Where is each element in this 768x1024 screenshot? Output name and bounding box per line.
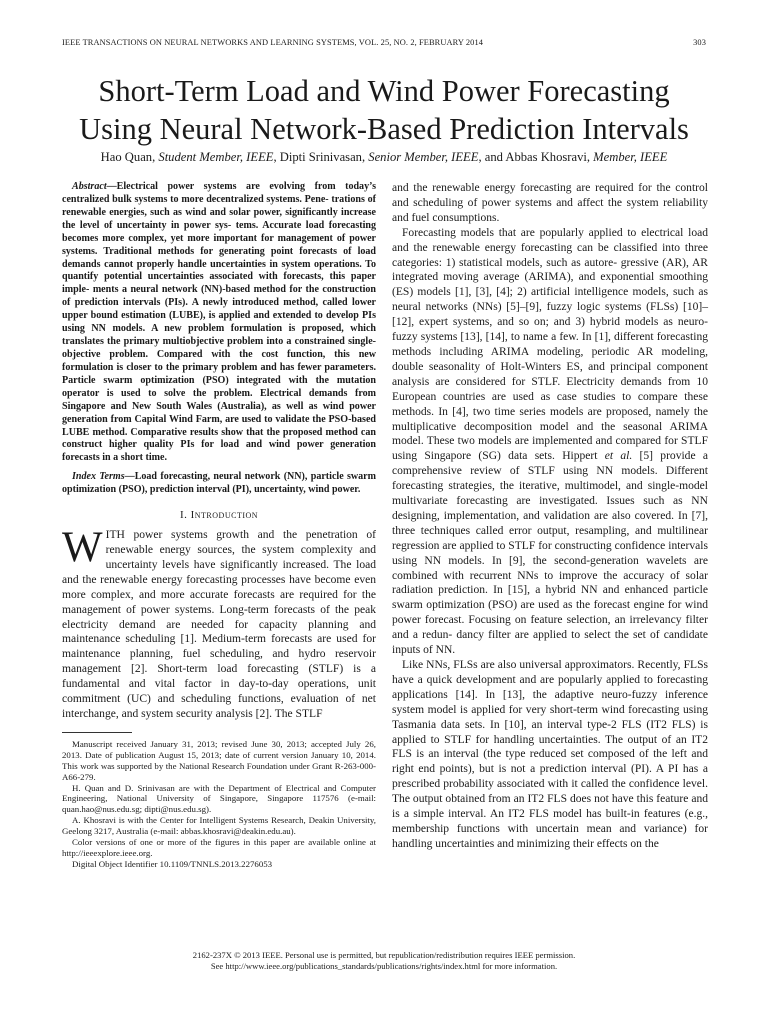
right-paragraph-2b: [5] provide a comprehensive review of STLF using NN models. Different forecasting strategies, the iterative, multimodel, and single-model multivariate forecasting are investigated. Issues such as NN designing, implementation, and validation are also covered. In [7], three techniques called error output, resampling, and multilinear regression are applied to STLF for constructing confidence intervals using NN models. In [9], the second-generation wavelets are combined with recurrent NNs to improve the accuracy of solar radiation prediction. In [15], a hybrid NN and enhanced particle swarm optimization (PSO) are used as the forecast engine for wind power forecast. Focusing on feature selection, an irrelevancy filter and a redun- dancy filter are applied to select the set of candidate inputs of NN. — [392, 450, 709, 657]
index-terms — [62, 471, 376, 497]
footnote-color-versions: Color versions of one or more of the figures in this paper are available online at http://ieeexplore.ieee.org. — [62, 837, 376, 858]
author-1-name: Hao Quan, — [100, 150, 159, 164]
section-title: Introduction — [190, 509, 259, 522]
journal-name: IEEE TRANSACTIONS ON NEURAL NETWORKS AND LEARNING SYSTEMS, VOL. 25, NO. 2, FEBRUARY 2014 — [62, 38, 484, 47]
copyright-line-2: See http://www.ieee.org/publications_standards/publications/rights/index.html for more information. — [210, 961, 558, 972]
right-column — [392, 181, 708, 852]
right-paragraph-1: and the renewable energy forecasting are required for the control and scheduling of power systems and affect the system reliability and fuel consumptions. — [392, 182, 708, 224]
section-heading-introduction — [62, 509, 376, 521]
abstract-lead: Abstract — [72, 181, 107, 192]
copyright-notice — [62, 950, 706, 972]
index-terms-text: —Load forecasting, neural network (NN), particle swarm optimization (PSO), prediction interval (PI), uncertainty, wind power. — [62, 471, 376, 496]
author-2-name: , Dipti Srinivasan, — [273, 150, 369, 164]
drop-cap: W — [62, 524, 103, 572]
right-paragraph-3: Like NNs, FLSs are also universal approximators. Recently, FLSs have a quick development and are popularly applied to forecasting applications [14]. In [13], the adaptive neuro-fuzzy inference system model is applied for very short-term wind forecasting using Tasmania data sets. In [10], an interval type-2 FLS (IT2 FLS) is applied to STLF for handling uncertainties. The output of an IT2 FLS is an interval (the type reduced set composed of the left and right end points), but is not a prediction interval (PI). A PI has a prescribed probability associated with it called the confidence level. The output obtained from an IT2 FLS does not have this feature and is a simple interval. An IT2 FLS model has built-in features (e.g., membership functions with uncertain mean and variance) for handling uncertainties and minimizing their effects on the — [392, 659, 708, 850]
author-2-role: Senior Member, IEEE — [368, 150, 479, 164]
title-line-1: Short-Term Load and Wind Power Forecasting — [98, 74, 670, 108]
left-column — [62, 181, 376, 870]
author-3-role: Member, IEEE — [593, 150, 668, 164]
et-al: et al. — [604, 450, 633, 463]
running-head — [62, 38, 706, 47]
footnote-affiliation-1: H. Quan and D. Srinivasan are with the Department of Electrical and Computer Engineering, National University of Singapore, Singapore 117576 (e-mail: quan.hao@nus.edu.sg; dipti@nus.edu.sg). — [62, 782, 376, 815]
footnote-affiliation-2: A. Khosravi is with the Center for Intelligent Systems Research, Deakin University, Geelong 3217, Australia (e-mail: abbas.khosravi@deakin.edu.au). — [62, 815, 376, 837]
title-line-2: Using Neural Network-Based Prediction Intervals — [79, 112, 689, 146]
copyright-line-1: 2162-237X © 2013 IEEE. Personal use is permitted, but republication/redistribution requires IEEE permission. — [192, 950, 576, 960]
footnote-doi: Digital Object Identifier 10.1109/TNNLS.2013.2276053 — [72, 858, 273, 869]
footnote-rule — [62, 732, 132, 733]
right-paragraph-2a: Forecasting models that are popularly applied to electrical load and the renewable energy forecasting can be classified into three categories: 1) statistical models, such as autore- gressive (AR), AR integrated moving average (ARIMA), and exponential smoothing (ES) models [1], [3], [4]; 2) artificial intelligence models, such as neural networks (NNs) [5]–[9], fuzzy logic systems (FLSs) [10]–[12], expert systems, and so on; and 3) hybrid models as neuro-fuzzy systems [13], [14], to name a few. In [1], different forecasting methods including ARIMA modeling, periodic AR modeling, double seasonality of Holt-Winters ES, and principal component analysis are considered for STLF. Electricity demands from 10 European countries are used as case studies to compare these methods. In [4], two time series models are proposed, namely the multiplicative decomposition model and the seasonal ARIMA model. These two models are implemented and compared for STLF using Singapore (SG) data sets. Hippert — [392, 226, 708, 463]
paper-title — [40, 72, 728, 148]
footnotes — [62, 739, 376, 870]
author-list — [40, 150, 728, 165]
author-3-name: , and Abbas Khosravi, — [478, 150, 594, 164]
page-number: 303 — [693, 38, 706, 47]
index-terms-lead: Index Terms — [72, 471, 125, 483]
intro-text: ITH power systems growth and the penetration of renewable energy sources, the system complexity and uncertainty levels have significantly increased. The load and the renewable energy forecasting processes have become even more complex, and more accurate forecasts are required for the management of power systems. Long-term forecasts of the peak electricity demand are needed for capacity planning and maintenance scheduling [1]. Medium-term forecasts are used for maintenance planning, fuel scheduling, and hydro reservoir management [2]. Short-term load forecasting (STLF) is a fundamental and vital factor in day-to-day operations, unit commitment (UC) and scheduling functions, evaluation of net interchange, and system security analysis [2]. The STLF — [62, 529, 376, 720]
intro-paragraph — [62, 524, 376, 722]
right-paragraph-2 — [392, 226, 708, 658]
author-1-role: Student Member, IEEE — [158, 150, 274, 164]
abstract — [62, 181, 376, 465]
footnote-manuscript: Manuscript received January 31, 2013; revised June 30, 2013; accepted July 26, 2013. Date of publication August 15, 2013; date of current version January 10, 2014. This work was supported by the National Research Foundation under Grant R-263-000-A66-279. — [62, 738, 376, 782]
abstract-text: —Electrical power systems are evolving from today’s centralized bulk systems to more decentralized systems. Pene- trations of renewable energies, such as wind and solar power, significantly increase the level of uncertainty in power sys- tems. Accurate load forecasting becomes more complex, yet more important for management of power systems. Traditional methods for generating point forecasts of load demands cannot properly handle uncertainties in system operations. To quantify potential uncertainties associated with forecasts, this paper imple- ments a neural network (NN)-based method for the construction of prediction intervals (PIs). A newly introduced method, called lower upper bound estimation (LUBE), is applied and extended to develop PIs using NN models. A new problem formulation is proposed, which translates the primary multiobjective problem into a constrained single-objective problem. Compared with the cost function, this new formulation is closer to the primary problem and has fewer parameters. Particle swarm optimization (PSO) integrated with the mutation operator is used to solve the problem. Electrical demands from Singapore and New South Wales (Australia), as well as wind power generation from Capital Wind Farm, are used to validate the PSO-based LUBE method. Comparative results show that the proposed method can construct higher quality PIs for load and wind power generation forecasts in a short time. — [62, 181, 376, 464]
section-number: I. — [179, 509, 191, 522]
